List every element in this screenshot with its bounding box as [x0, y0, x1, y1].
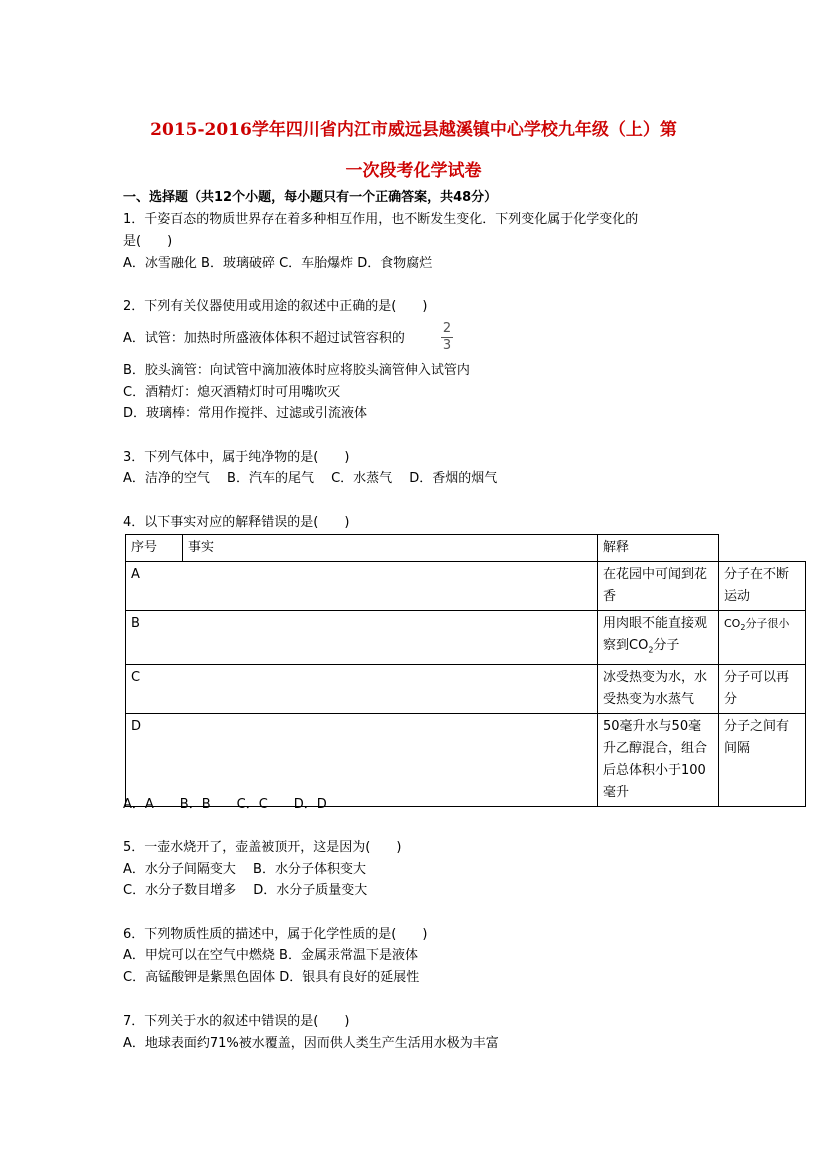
q2-option-d: D．玻璃棒：常用作搅拌、过滤或引流液体	[123, 406, 368, 421]
q2-stem: 2．下列有关仪器使用或用途的叙述中正确的是( )	[123, 299, 428, 314]
q3-options: A．洁净的空气 B．汽车的尾气 C．水蒸气 D．香烟的烟气	[123, 471, 498, 486]
row-b-explanation	[719, 611, 806, 665]
row-a-explanation: 分子在不断运动	[719, 562, 806, 611]
table-header-row	[126, 535, 806, 562]
q1-stem-2: 是( )	[123, 234, 173, 249]
table-row	[126, 562, 806, 611]
q1-options: A．冰雪融化 B．玻璃破碎 C．车胎爆炸 D．食物腐烂	[123, 256, 433, 271]
row-a-no: A	[126, 562, 598, 611]
row-d-no: D	[126, 713, 598, 806]
facts-table	[125, 534, 806, 807]
row-b-no: B	[126, 611, 598, 665]
q5-options-1: A．水分子间隔变大 B．水分子体积变大	[123, 862, 366, 877]
section-heading: 一、选择题（共12个小题，每小题只有一个正确答案，共48分）	[123, 190, 498, 205]
q5-stem: 5．一壶水烧开了，壶盖被顶开，这是因为( )	[123, 840, 402, 855]
fraction-denominator: 3	[442, 338, 452, 353]
title-line-2: 一次段考化学试卷	[345, 161, 482, 181]
row-b-exp-tail: 分子很小	[745, 617, 790, 630]
header-no: 序号	[126, 535, 183, 562]
q7-stem: 7．下列关于水的叙述中错误的是( )	[123, 1014, 350, 1029]
header-explanation: 解释	[598, 535, 719, 562]
row-b-fact	[598, 611, 719, 665]
fraction-two-thirds	[441, 322, 453, 353]
table-row	[126, 611, 806, 665]
row-c-fact: 冰受热变为水，水受热变为水蒸气	[598, 664, 719, 713]
row-b-exp-subscript: 2	[740, 623, 746, 633]
row-d-fact: 50毫升水与50毫升乙醇混合，组合后总体积小于100毫升	[598, 713, 719, 806]
header-fact: 事实	[183, 535, 598, 562]
row-c-no: C	[126, 664, 598, 713]
row-b-fact-tail: 分子	[653, 638, 680, 653]
row-a-fact: 在花园中可闻到花香	[598, 562, 719, 611]
table-row	[126, 713, 806, 806]
q1-stem-1: 1．千姿百态的物质世界存在着多种相互作用，也不断发生变化．下列变化属于化学变化的	[123, 212, 639, 227]
row-c-explanation: 分子可以再分	[719, 664, 806, 713]
title-line-1: 2015-2016学年四川省内江市威远县越溪镇中心学校九年级（上）第	[150, 120, 677, 140]
q2-option-a: A．试管：加热时所盛液体体积不超过试管容积的	[123, 331, 405, 346]
q6-options-2: C．高锰酸钾是紫黑色固体 D．银具有良好的延展性	[123, 970, 420, 985]
q3-stem: 3．下列气体中，属于纯净物的是( )	[123, 450, 350, 465]
row-d-explanation: 分子之间有间隔	[719, 713, 806, 806]
table-row	[126, 664, 806, 713]
q2-option-c: C．酒精灯：熄灭酒精灯时可用嘴吹灭	[123, 385, 341, 400]
q4-stem: 4．以下事实对应的解释错误的是( )	[123, 515, 350, 530]
q5-options-2: C．水分子数目增多 D．水分子质量变大	[123, 883, 368, 898]
q2-option-b: B．胶头滴管：向试管中滴加液体时应将胶头滴管伸入试管内	[123, 363, 470, 378]
row-b-fact-subscript: 2	[648, 645, 654, 655]
fraction-numerator: 2	[442, 321, 452, 336]
q7-option-a: A．地球表面约71%被水覆盖，因而供人类生产生活用水极为丰富	[123, 1036, 499, 1051]
q4-options: A．A B．B C．C D．D	[123, 797, 327, 812]
q6-stem: 6．下列物质性质的描述中，属于化学性质的是( )	[123, 927, 428, 942]
row-b-exp-text: CO	[724, 617, 741, 630]
row-b-fact-text: 用肉眼不能直接观察到CO	[603, 616, 708, 653]
q6-options-1: A．甲烷可以在空气中燃烧 B．金属汞常温下是液体	[123, 948, 418, 963]
